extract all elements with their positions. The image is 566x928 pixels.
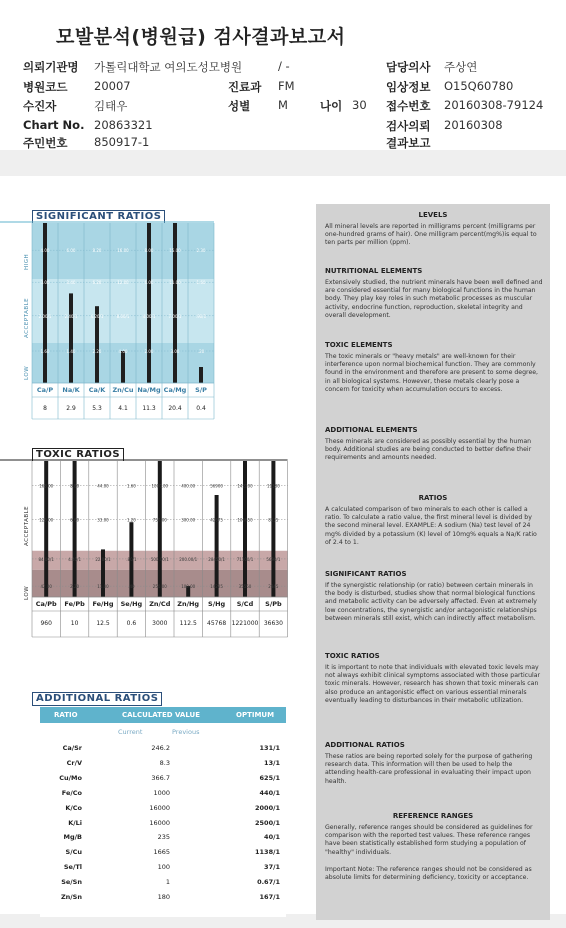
- table-row: [40, 830, 286, 844]
- reference-tick: 100.00: [181, 584, 196, 590]
- value-label: 0.6: [126, 620, 137, 627]
- value-cell: 100: [157, 863, 170, 872]
- page-title: 모발분석(병원급) 검사결과보고서: [56, 26, 346, 48]
- reference-tick: 2.30: [196, 248, 206, 254]
- reference-tick: 1.60: [126, 483, 136, 489]
- levels-heading: LEVELS: [418, 211, 448, 219]
- bar-s-hg: [215, 495, 219, 597]
- category-label: S/Hg: [208, 600, 226, 608]
- category-label: Ca/Mg: [163, 386, 187, 394]
- table-row: [40, 741, 286, 755]
- value-cell: 366.7: [151, 773, 170, 782]
- table-row: [40, 801, 286, 815]
- significant-ratios-title: SIGNIFICANT RATIOS: [32, 210, 165, 224]
- value-label: 0.4: [196, 405, 206, 412]
- reference-tick: 44.00: [97, 483, 109, 489]
- receipt-value: 20160308-79124: [444, 98, 544, 112]
- reference-tick: 142200: [237, 483, 253, 489]
- reference-tick: 12.00: [117, 280, 129, 286]
- reference-tick: 22.00/1: [95, 556, 111, 562]
- additional-ratios-heading: ADDITIONAL RATIOS: [325, 741, 405, 749]
- reference-tick: 5690/1: [266, 556, 281, 562]
- value-cell: 246.2: [151, 744, 170, 752]
- reference-tick: 4.00: [118, 349, 128, 354]
- reference-tick: 2.00: [144, 349, 154, 354]
- sex-value: M: [278, 98, 288, 112]
- significant-heading: SIGNIFICANT RATIOS: [325, 570, 407, 578]
- optimum-cell: 625/1: [259, 773, 280, 782]
- info-panel: [316, 204, 550, 920]
- optimum-cell: 440/1: [259, 788, 280, 797]
- institution-slash: / -: [278, 59, 290, 73]
- value-label: 1221000: [231, 620, 259, 627]
- category-label: Zn/Cd: [149, 600, 171, 608]
- toxic-ratios-text: It is important to note that individuals with elevated toxic levels may not always exhibit clinical symptoms associated with those particular toxic minerals. However, research has shown that toxic minerals can also produce an antagonistic effect on various essential minerals eventually leading to disturbances in their metabolic utilization.: [325, 664, 541, 704]
- important-note: Important Note: The reference ranges should not be considered as absolute limits for determining deficiency, toxicity or acceptance.: [325, 866, 532, 882]
- ratio-cell: K/Co: [65, 803, 82, 812]
- toxic-elements-heading: TOXIC ELEMENTS: [325, 341, 393, 349]
- value-label: 5.3: [92, 405, 102, 412]
- bar-zn-cd: [158, 461, 162, 597]
- reference-tick: 2.20: [70, 584, 80, 590]
- age-value: 30: [352, 98, 367, 112]
- category-label: S/Cd: [236, 600, 254, 608]
- ratio-cell: Mg/B: [63, 833, 82, 842]
- reference-tick: 15.00: [169, 248, 181, 254]
- reference-tick: 500.00/1: [150, 556, 169, 562]
- reference-tick: 106650: [237, 517, 253, 523]
- hospital-code-value: 20007: [94, 79, 131, 93]
- ratio-cell: Se/Sn: [61, 878, 82, 887]
- optimum-cell: 1138/1: [255, 848, 280, 857]
- table-row: [40, 845, 286, 859]
- optimum-cell: 13/1: [264, 758, 280, 767]
- request-label: 검사의뢰: [386, 119, 431, 133]
- chart-no-value: 20863321: [94, 118, 153, 132]
- bar-s-cd: [243, 461, 247, 597]
- reference-tick: 8535: [268, 517, 279, 523]
- bar-ca-pb: [44, 461, 48, 597]
- hospital-code-label: 병원코드: [23, 80, 68, 94]
- category-label: Zn/Cu: [112, 386, 134, 394]
- category-label: Zn/Hg: [177, 600, 200, 608]
- reference-tick: 1.60: [40, 349, 50, 354]
- category-label: Na/Mg: [137, 386, 161, 394]
- ratios-text: A calculated comparison of two minerals to each other is called a ratio. To calculate a ratio value, the first mineral level is divided by the second mineral level. EXAMPLE: A sodium (Na) test level of 24 mg% divided by a potassium (K) level of 10mg% equals a Na/K ratio of 2.4 to 1.: [325, 506, 537, 546]
- reference-tick: 84.00/1: [38, 556, 54, 562]
- col-optimum: OPTIMUM: [236, 711, 275, 719]
- bar-s-p: [199, 367, 203, 383]
- toxic-level-low: LOW: [24, 585, 30, 600]
- sub-current: Current: [118, 728, 143, 736]
- bar-ca-p: [43, 223, 47, 383]
- additional-ratios-table: [40, 707, 286, 917]
- ratios-heading: RATIOS: [418, 494, 448, 502]
- value-label: 20.4: [168, 405, 182, 412]
- reference-tick: 56900: [210, 483, 223, 489]
- doctor-value: 주상연: [444, 60, 478, 74]
- reference-tick: 3.00: [170, 349, 180, 354]
- sig-level-acceptable: ACCEPTABLE: [24, 297, 30, 338]
- clinical-label: 임상정보: [386, 80, 431, 94]
- ssn-value: 850917-1: [94, 135, 150, 149]
- category-label: S/P: [195, 386, 207, 394]
- institution-label: 의뢰기관명: [23, 60, 79, 74]
- category-label: S/Pb: [265, 600, 282, 608]
- value-cell: 16000: [149, 818, 170, 827]
- significant-ratios-svg: [0, 221, 240, 447]
- age-label: 나이: [320, 99, 343, 113]
- institution-value: 가톨릭대학교 여의도성모병원: [94, 60, 243, 74]
- value-label: 3000: [152, 620, 168, 627]
- reference-tick: 2845: [268, 584, 279, 590]
- reference-tick: 168.00: [39, 483, 54, 489]
- toxic-elements-text: The toxic minerals or "heavy metals" are well-known for their interference upon normal biochemical function. They are commonly found in the environment and therefore are present to some degree, in all biological systems. However, these metals clearly pose a concern for toxicity when accumulation occurs to excess.: [325, 353, 539, 393]
- reference-tick: 250.00: [152, 584, 167, 590]
- report-header: [0, 0, 566, 150]
- category-label: Fe/Hg: [92, 600, 114, 608]
- reference-tick: 200.00/1: [179, 556, 198, 562]
- reference-tick: .90/1: [195, 313, 207, 319]
- value-cell: 180: [157, 893, 170, 901]
- reference-tick: 11380: [267, 483, 280, 489]
- patient-value: 김태우: [94, 99, 128, 113]
- value-label: 36630: [263, 620, 283, 627]
- category-label: Ca/K: [88, 386, 106, 394]
- toxic-level-acceptable: ACCEPTABLE: [24, 505, 30, 546]
- sig-level-low: LOW: [24, 365, 30, 380]
- reference-tick: 6.60: [70, 517, 80, 523]
- report-page: [0, 176, 566, 914]
- reference-tick: 4.00/1: [142, 313, 156, 319]
- ratio-cell: Cr/V: [66, 758, 82, 767]
- table-row: [40, 816, 286, 830]
- value-label: 112.5: [179, 620, 197, 627]
- category-label: Na/K: [62, 386, 80, 394]
- reference-tick: 1.40: [66, 349, 76, 354]
- value-cell: 16000: [149, 803, 170, 812]
- reference-tick: 8.20: [92, 248, 102, 254]
- ratio-cell: Zn/Sn: [60, 893, 82, 901]
- toxic-ratios-title: TOXIC RATIOS: [32, 448, 124, 462]
- reference-tick: 750.00: [152, 517, 167, 523]
- value-label: 12.5: [96, 620, 110, 627]
- table-row: [40, 771, 286, 785]
- reference-tick: 400.00: [181, 483, 196, 489]
- value-label: 45768: [207, 620, 227, 627]
- value-label: 11.3: [142, 405, 156, 412]
- reference-tick: 1.20: [126, 517, 136, 523]
- toxic-ratios-heading: TOXIC RATIOS: [325, 652, 380, 660]
- reference-tick: 2.20: [92, 349, 102, 354]
- optimum-cell: 131/1: [259, 744, 280, 752]
- table-row: [40, 756, 286, 770]
- ratio-cell: Cu/Mo: [59, 773, 82, 782]
- reference-tick: 3.00: [40, 280, 50, 286]
- reference-tick: 4.00: [40, 248, 50, 254]
- ratio-cell: K/Li: [68, 818, 82, 827]
- optimum-cell: 37/1: [264, 863, 280, 872]
- optimum-cell: 0.67/1: [257, 878, 280, 887]
- bar-s-pb: [271, 461, 275, 597]
- reference-tick: 8.00/1: [116, 313, 130, 319]
- value-cell: 1000: [153, 788, 170, 797]
- table-row: [40, 860, 286, 874]
- value-cell: 1: [165, 878, 170, 887]
- value-label: 4.1: [118, 405, 128, 412]
- reference-tick: 6.00: [66, 248, 76, 254]
- value-label: 10: [70, 620, 79, 627]
- ratio-cell: Ca/Sr: [62, 744, 82, 752]
- table-row: [40, 786, 286, 800]
- reference-tick: 11.00: [169, 280, 181, 286]
- category-label: Ca/Pb: [35, 600, 57, 608]
- value-cell: 235: [157, 833, 170, 842]
- reference-tick: 14225: [210, 584, 223, 590]
- reference-tick: 3.40: [66, 280, 76, 286]
- nutritional-heading: NUTRITIONAL ELEMENTS: [325, 267, 423, 275]
- sex-label: 성별: [228, 99, 251, 113]
- levels-text: All mineral levels are reported in milligrams percent (milligrams per one-hundred grams of hair). One milligram percent(mg%)is equal to ten parts per million (ppm).: [325, 223, 537, 247]
- reference-tick: 42675: [210, 517, 223, 523]
- reference-tick: 8.00: [144, 248, 154, 254]
- additional-elements-heading: ADDITIONAL ELEMENTS: [325, 426, 418, 434]
- optimum-cell: 2500/1: [255, 818, 280, 827]
- ratio-cell: Fe/Co: [61, 788, 82, 797]
- ratio-cell: S/Cu: [65, 848, 82, 857]
- value-label: 8: [43, 405, 47, 412]
- toxic-ratios-chart: [0, 459, 300, 691]
- ratio-cell: Se/Tl: [63, 863, 82, 872]
- category-label: Ca/P: [36, 386, 54, 394]
- value-label: 960: [40, 620, 52, 627]
- reference-tick: 8.80: [70, 483, 80, 489]
- reference-tick: 16.00: [117, 248, 129, 254]
- optimum-cell: 167/1: [259, 893, 280, 901]
- reference-tick: 300.00: [181, 517, 196, 523]
- patient-label: 수진자: [23, 99, 57, 113]
- result-label: 결과보고: [386, 136, 431, 150]
- significant-ratios-chart: [0, 221, 240, 447]
- significant-text: If the synergistic relationship (or ratio) between certain minerals in the body is disturbed, studies show that normal biological functions and metabolic activity can be adversely affected. Even at extremely low concentrations, the synergistic and/or antagonistic relationships between minerals still exist, which can indirectly affect metabolism.: [325, 582, 537, 622]
- reference-tick: 2.00/1: [38, 313, 52, 319]
- doctor-label: 담당의사: [386, 60, 431, 74]
- additional-table-header: [40, 707, 286, 723]
- additional-ratios-text: These ratios are being reported solely for the purpose of gathering research data. This information will then be used to help the attending health-care professional in evaluating their impact upon health.: [325, 753, 533, 785]
- table-row: [40, 890, 286, 904]
- value-label: 2.9: [66, 405, 76, 412]
- reference-tick: 6.00: [144, 280, 154, 286]
- reference-tick: 42.00: [40, 584, 52, 590]
- table-row: [40, 875, 286, 889]
- reference-tick: 4.40/1: [68, 556, 82, 562]
- value-cell: 8.3: [159, 758, 170, 767]
- reference-tick: 33.00: [97, 517, 109, 523]
- reference-tick: 7.00/1: [168, 313, 182, 319]
- bar-ca-mg: [173, 223, 177, 383]
- reference-tick: .20: [197, 349, 205, 354]
- chart-no-label: Chart No.: [23, 118, 85, 132]
- category-label: Fe/Pb: [64, 600, 85, 608]
- reference-tick: 35550: [238, 584, 252, 590]
- category-label: Se/Hg: [120, 600, 143, 608]
- value-cell: 1665: [153, 848, 170, 857]
- toxic-ratios-svg: [0, 459, 300, 691]
- reference-tick: 126.00: [39, 517, 54, 523]
- optimum-cell: 40/1: [264, 833, 280, 842]
- reference-tick: 1.60: [196, 280, 206, 286]
- dept-value: FM: [278, 79, 295, 93]
- reference-tick: 71100/1: [236, 556, 254, 562]
- col-ratio: RATIO: [54, 711, 78, 719]
- request-value: 20160308: [444, 118, 503, 132]
- reference-tick: 1000.00: [151, 483, 169, 489]
- reference-heading: REFERENCE RANGES: [392, 812, 474, 820]
- reference-tick: 11.00: [97, 584, 109, 590]
- sig-level-high: HIGH: [24, 253, 30, 270]
- reference-tick: 6.20: [92, 280, 102, 286]
- reference-tick: 2.40/1: [64, 313, 78, 319]
- receipt-label: 접수번호: [386, 99, 431, 113]
- additional-elements-text: These minerals are considered as possibly essential by the human body. Additional studies are being conducted to better define their requirements and amounts needed.: [325, 438, 532, 462]
- reference-tick: 28450/1: [208, 556, 225, 562]
- nutritional-text: Extensively studied, the nutrient minerals have been well defined and are considered essential for many biological functions in the human body. They play key roles in such metabolic processes as muscular activity, endocrine function, reproduction, skeletal integrity and overall development.: [325, 279, 543, 319]
- clinical-value: O15Q60780: [444, 79, 514, 93]
- chart-band-1: [32, 279, 214, 343]
- reference-tick: .80/1: [126, 556, 137, 562]
- dept-label: 진료과: [228, 80, 262, 94]
- optimum-cell: 2000/1: [255, 803, 280, 812]
- bar-na-k: [69, 293, 73, 383]
- reference-tick: .40: [128, 584, 135, 590]
- bar-fe-pb: [73, 461, 77, 597]
- reference-text: Generally, reference ranges should be considered as guidelines for comparison with the reported test values. These reference ranges have been statistically established form studying a population of "healthy" individuals.: [325, 824, 533, 856]
- additional-ratios-title: ADDITIONAL RATIOS: [32, 692, 162, 706]
- bar-zn-cu: [121, 351, 125, 383]
- ssn-label: 주민번호: [23, 136, 68, 150]
- sub-previous: Previous: [172, 728, 200, 736]
- col-calculated-value: CALCULATED VALUE: [122, 711, 201, 719]
- bar-na-mg: [147, 223, 151, 383]
- reference-tick: 4.20/1: [90, 313, 104, 319]
